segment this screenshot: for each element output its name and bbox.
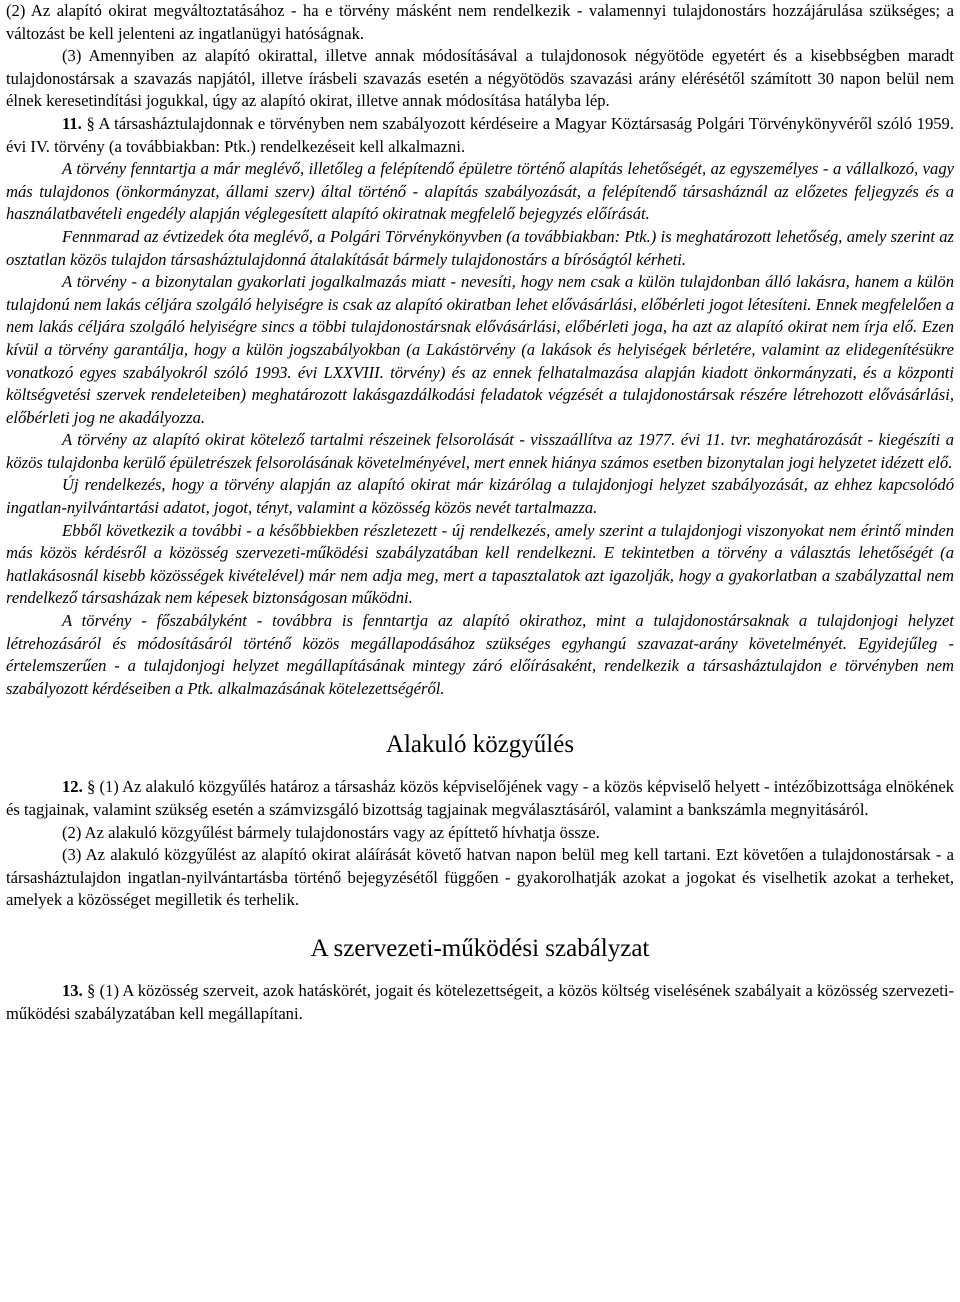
paragraph-10-3: (3) Amennyiben az alapító okirattal, illetve annak módosításával a tulajdonosok négyötöde egyetért és a kisebbségben maradt tulajdonostársak a szavazás napjától, illetve írásbeli szavazás esetén a négyötödös szavazási arány elérésétől számított 30 napon belül nem élnek keresetindítási jogukkal, úgy az alapító okirat, illetve annak módosítása hatályba lép. xyxy=(6,46,954,111)
commentary-paragraph-6: Ebből következik a további - a későbbiekben részletezett - új rendelkezés, amely szerint a tulajdonjogi viszonyokat nem érintő minden más közös kérdésről a közösség szervezeti-működési szabályzatában kell rendelkezni. E tekintetben a törvény a választás lehetőségét (a hatlakásosnál kisebb közösségek kivételével) már nem adja meg, mert a tapasztalatok azt igazolják, hogy a gyakorlatban a szabályzattal nem rendelkező társasházak nem képesek biztonságosan működni. xyxy=(6,520,954,608)
section-13 xyxy=(6,980,954,1025)
section-12 xyxy=(6,776,954,821)
paragraph-12-3: (3) Az alakuló közgyűlést az alapító okirat aláírását követő hatvan napon belül meg kell tartani. Ezt követően a tulajdonostársak - a társasháztulajdon ingatlan-nyilvántartásba történő bejegyzésétől függően - gyakorolhatják azokat a jogokat és viselhetik azokat a terheket, amelyek a közösséget megilletik és terhelik. xyxy=(6,845,954,910)
section-12-text: (1) Az alakuló közgyűlés határoz a társasház közös képviselőjének vagy - a közös képviselő helyett - intézőbizottsága elnökének és tagjainak, valamint szükség esetén a számvizsgáló bizottság tagjainak megválasztásáról, valamint a bankszámla megnyitásáról. xyxy=(6,777,954,819)
section-13-text: (1) A közösség szerveit, azok hatáskörét, jogait és kötelezettségeit, a közös költség viselésének szabályait a közösség szervezeti-működési szabályzatában kell megállapítani. xyxy=(6,980,954,1023)
section-11 xyxy=(6,113,954,158)
section-12-number: 12. xyxy=(62,777,83,797)
heading-szervezeti-mukodesi-szabalyzat: A szervezeti-működési szabályzat xyxy=(310,934,650,962)
paragraph-12-2: (2) Az alakuló közgyűlést bármely tulajdonostárs vagy az építtető hívhatja össze. xyxy=(62,822,600,842)
section-11-number: 11. xyxy=(62,113,82,133)
commentary-paragraph-3: A törvény - a bizonytalan gyakorlati jogalkalmazás miatt - nevesíti, hogy nem csak a külön tulajdonban álló lakásra, hanem a külön tulajdonú nem lakás céljára szolgáló helyiségre is csak az alapító okiratban lehet elővásárlási, előbérleti jogot létesíteni. Ennek megfelelően a nem lakás céljára szolgáló helyiségre sincs a többi tulajdonostársnak elővásárlási, előbérleti joga, ha azt az alapító okirat nem írja elő. Ezen kívül a törvény garantálja, hogy a külön jogszabályokban (a Lakástörvény (a lakások és helyiségek bérletére, valamint az elidegenítésükre vonatkozó egyes szabályokról szóló 1993. évi LXXVIII. törvény) és az ennek felhatalmazása alapján kiadott önkormányzati, és a központi költségvetési szervek rendeleteiben) meghatározott lakásgazdálkodási feladatok végzését a tulajdonostársak részére létrehozott elővásárlási, előbérleti jog ne akadályozza. xyxy=(6,272,954,427)
section-symbol: § xyxy=(86,777,96,797)
commentary-paragraph-7: A törvény - főszabályként - továbbra is fenntartja az alapító okirathoz, mint a tulajdonostársaknak a tulajdonjogi helyzet létrehozásáról és módosításáról történő közös megállapodásához szükséges egyhangú szavazat-arány követelményét. Egyidejűleg - értelemszerűen - a tulajdonjogi helyzet megállapításának mintegy záró előírásaként, rendelkezik a társasháztulajdon e törvényben nem szabályozott kérdéseiben a Ptk. alkalmazásának kötelezettségéről. xyxy=(6,611,954,698)
section-symbol: § xyxy=(86,113,95,133)
commentary-paragraph-2: Fennmarad az évtizedek óta meglévő, a Polgári Törvénykönyvben (a továbbiakban: Ptk.) is meghatározott lehetőség, amely szerint az osztatlan közös tulajdon társasháztulajdonná átalakítását bármely tulajdonostárs a bíróságtól kérheti. xyxy=(6,226,954,269)
heading-alakulo-kozgyules: Alakuló közgyűlés xyxy=(385,731,575,759)
section-symbol: § xyxy=(87,980,96,1000)
commentary-paragraph-4: A törvény az alapító okirat kötelező tartalmi részeinek felsorolását - visszaállítva az 1977. évi 11. tvr. meghatározását - kiegészíti a közös tulajdonba kerülő épületrészek felsorolásának követelményével, mert ennek hiánya számos esetben bizonytalan jogi helyzetet idézett elő. xyxy=(6,430,954,472)
section-13-number: 13. xyxy=(62,980,83,1000)
commentary-paragraph-1: A törvény fenntartja a már meglévő, illetőleg a felépítendő épületre történő alapítás lehetőségét, az egyszemélyes - a vállalkozó, vagy más tulajdonos (önkormányzat, állami szerv) által történő - alapítás szabályozását, a felépítendő társasháznál az előzetes feljegyzés és a használatbavételi engedély alapján véglegesített alapító okiratnak megfelelő bejegyzés előírását. xyxy=(6,159,954,224)
commentary-paragraph-5: Új rendelkezés, hogy a törvény alapján az alapító okirat már kizárólag a tulajdonjogi helyzet szabályozását, az ehhez kapcsolódó ingatlan-nyilvántartási adatot, jogot, tényt, valamint a közösség közös nevét tartalmazza. xyxy=(6,475,954,518)
section-11-text: A társasháztulajdonnak e törvényben nem szabályozott kérdéseire a Magyar Köztársaság Polgári Törvénykönyvéről szóló 1959. évi IV. törvény (a továbbiakban: Ptk.) rendelkezéseit kell alkalmazni. xyxy=(6,113,954,156)
paragraph-10-2: (2) Az alapító okirat megváltoztatásához - ha e törvény másként nem rendelkezik - valamennyi tulajdonostárs hozzájárulása szükséges; a változást be kell jelenteni az ingatlanügyi hatóságnak. xyxy=(6,1,954,43)
